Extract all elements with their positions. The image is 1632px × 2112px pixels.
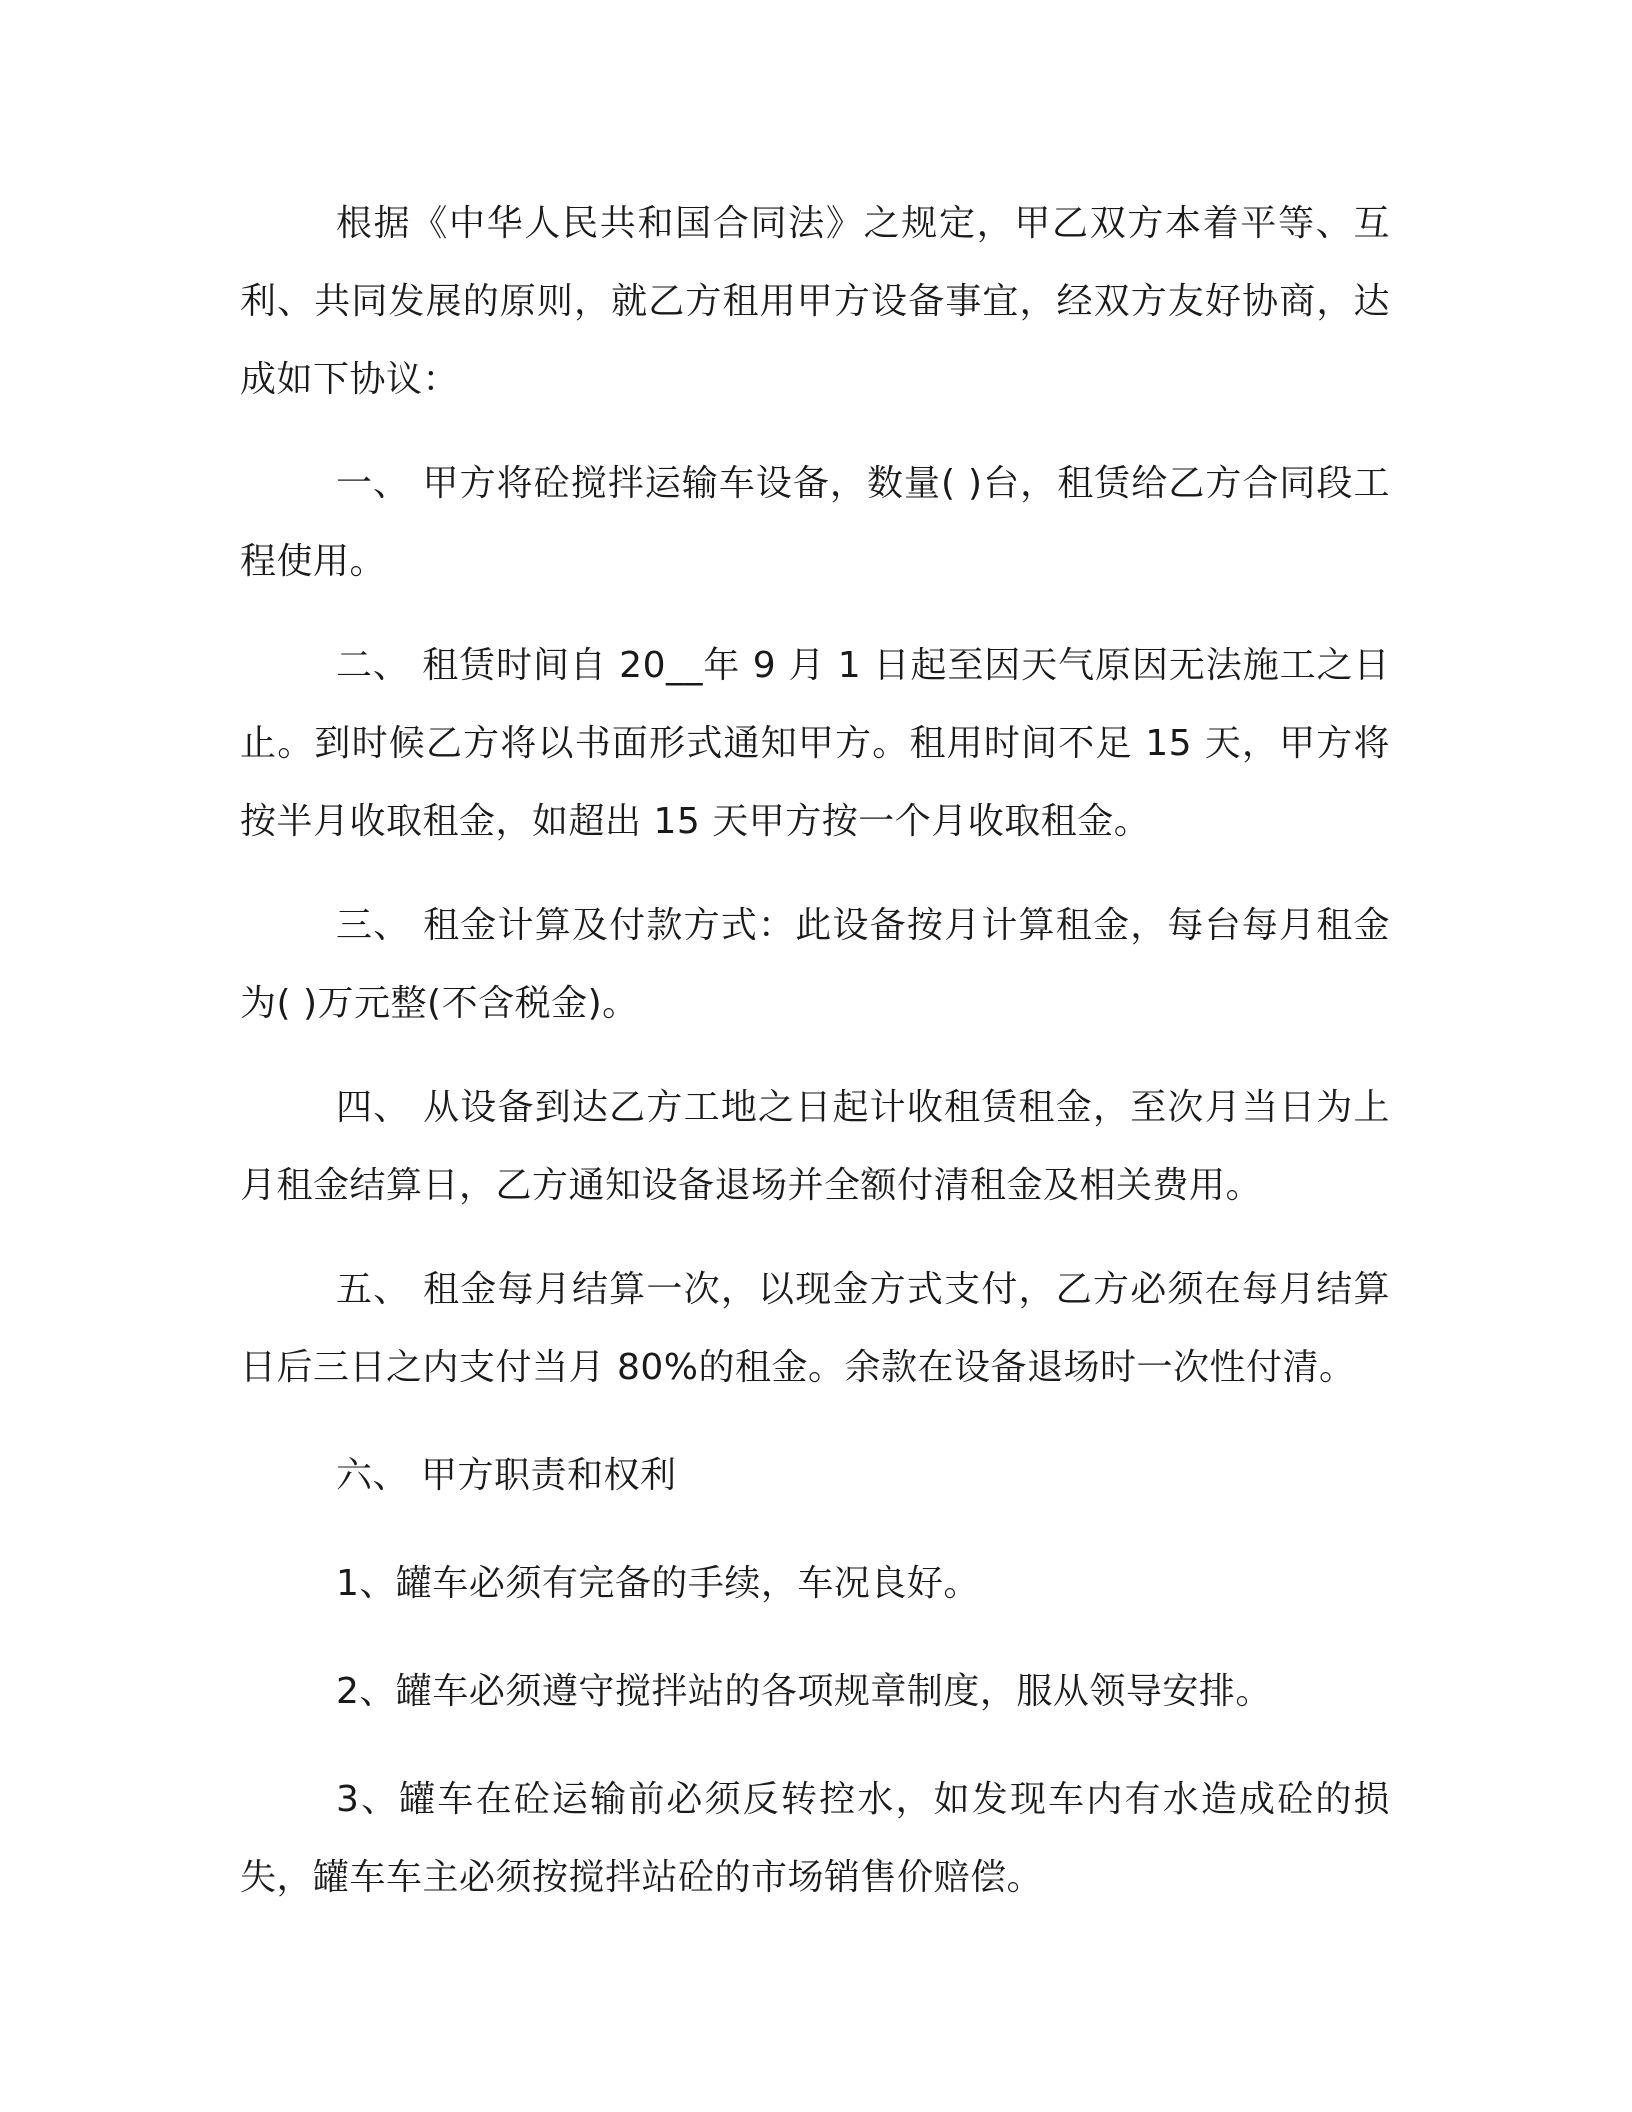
clause-6-heading: 六、 甲方职责和权利 xyxy=(336,1455,677,1496)
document-body xyxy=(240,185,1390,1917)
clause-1-paragraph: 一、 甲方将砼搅拌运输车设备，数量( )台，租赁给乙方合同段工程使用。 xyxy=(240,463,1390,582)
intro-paragraph: 根据《中华人民共和国合同法》之规定，甲乙双方本着平等、互利、共同发展的原则，就乙方租用甲方设备事宜，经双方友好协商，达成如下协议： xyxy=(240,203,1390,400)
clause-6-item-1: 1、罐车必须有完备的手续，车况良好。 xyxy=(336,1563,980,1604)
spacer xyxy=(240,1225,1390,1251)
spacer xyxy=(240,1731,1390,1761)
clause-6-item-2: 2、罐车必须遵守搅拌站的各项规章制度，服从领导安排。 xyxy=(336,1671,1272,1712)
spacer xyxy=(240,1407,1390,1437)
spacer xyxy=(240,861,1390,887)
spacer xyxy=(240,1043,1390,1069)
clause-3-paragraph: 三、 租金计算及付款方式：此设备按月计算租金，每台每月租金为( )万元整(不含税金)。 xyxy=(240,905,1390,1024)
clause-5-paragraph: 五、 租金每月结算一次，以现金方式支付，乙方必须在每月结算日后三日之内支付当月 80%的租金。余款在设备退场时一次性付清。 xyxy=(240,1269,1390,1388)
spacer xyxy=(240,1623,1390,1653)
spacer xyxy=(240,419,1390,445)
spacer xyxy=(240,1515,1390,1545)
clause-2-paragraph: 二、 租赁时间自 20__年 9 月 1 日起至因天气原因无法施工之日止。到时候乙方将以书面形式通知甲方。租用时间不足 15 天，甲方将按半月收取租金，如超出 15 天甲方按一个月收取租金。 xyxy=(240,645,1390,842)
clause-6-item-3: 3、罐车在砼运输前必须反转控水，如发现车内有水造成砼的损失，罐车车主必须按搅拌站砼的市场销售价赔偿。 xyxy=(240,1779,1390,1898)
clause-4-paragraph: 四、 从设备到达乙方工地之日起计收租赁租金，至次月当日为上月租金结算日，乙方通知设备退场并全额付清租金及相关费用。 xyxy=(240,1087,1390,1206)
spacer xyxy=(240,601,1390,627)
